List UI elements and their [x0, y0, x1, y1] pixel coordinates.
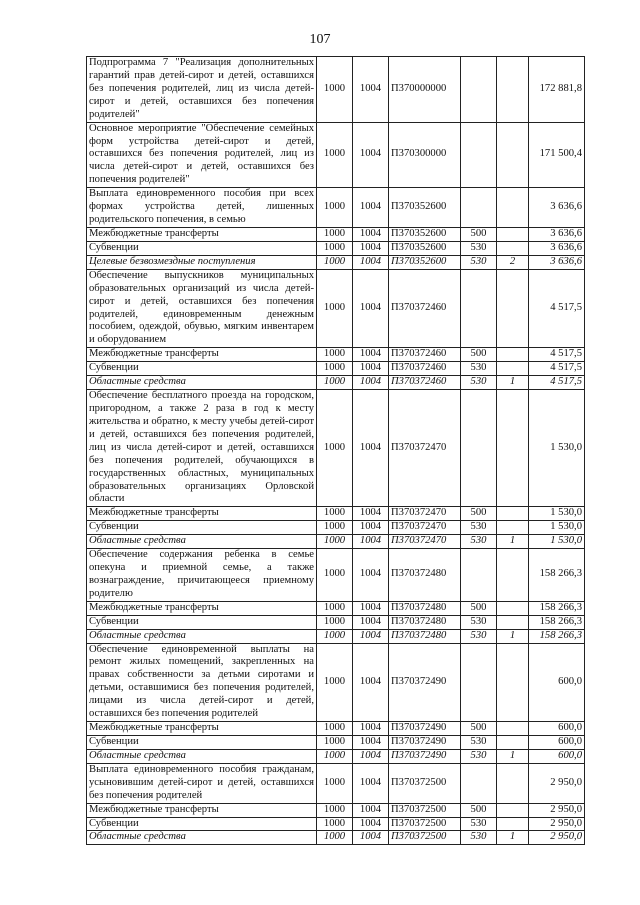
row-name: Подпрограмма 7 "Реализация дополнительных гарантий прав детей-сирот и детей, оставшихся без попечения родителей, лиц из числа детей-сирот и детей, оставшихся без попечения родителей"	[87, 57, 317, 123]
table-row	[87, 831, 585, 845]
section-code: 1000	[317, 390, 353, 507]
subsection-code: 1004	[353, 817, 389, 831]
target-article-code: П370372470	[389, 507, 461, 521]
funding-source-code	[497, 601, 529, 615]
funding-source-code	[497, 549, 529, 602]
target-article-code: П370372490	[389, 643, 461, 722]
section-code: 1000	[317, 736, 353, 750]
row-name: Обеспечение выпускников муниципальных образовательных организаций из числа детей-сирот и детей, оставшихся без попечения родителей, единовременным денежным пособием, одеждой, обувью, мягким инвентарем и оборудованием	[87, 269, 317, 348]
amount-cell: 2 950,0	[529, 817, 585, 831]
section-code: 1000	[317, 348, 353, 362]
subsection-code: 1004	[353, 269, 389, 348]
row-name: Субвенции	[87, 817, 317, 831]
row-name: Субвенции	[87, 362, 317, 376]
subsection-code: 1004	[353, 241, 389, 255]
row-name: Обеспечение содержания ребенка в семье опекуна и приемной семье, а также вознаграждение, причитающееся приемному родителю	[87, 549, 317, 602]
target-article-code: П370372500	[389, 817, 461, 831]
funding-source-code	[497, 736, 529, 750]
expense-type-code: 530	[461, 831, 497, 845]
amount-cell: 600,0	[529, 643, 585, 722]
table-row	[87, 376, 585, 390]
amount-cell: 4 517,5	[529, 362, 585, 376]
table-row	[87, 615, 585, 629]
section-code: 1000	[317, 241, 353, 255]
target-article-code: П370372490	[389, 749, 461, 763]
table-row	[87, 241, 585, 255]
table-row	[87, 362, 585, 376]
funding-source-code	[497, 269, 529, 348]
target-article-code: П370372470	[389, 390, 461, 507]
expense-type-code: 500	[461, 348, 497, 362]
amount-cell: 600,0	[529, 736, 585, 750]
target-article-code: П370372480	[389, 549, 461, 602]
expense-type-code: 500	[461, 722, 497, 736]
row-name: Областные средства	[87, 629, 317, 643]
target-article-code: П370372490	[389, 722, 461, 736]
amount-cell: 172 881,8	[529, 57, 585, 123]
funding-source-code	[497, 122, 529, 188]
row-name: Межбюджетные трансферты	[87, 803, 317, 817]
row-name: Межбюджетные трансферты	[87, 507, 317, 521]
row-name: Областные средства	[87, 376, 317, 390]
target-article-code: П370352600	[389, 188, 461, 228]
amount-cell: 1 530,0	[529, 521, 585, 535]
subsection-code: 1004	[353, 643, 389, 722]
target-article-code: П370372480	[389, 601, 461, 615]
expense-type-code: 530	[461, 521, 497, 535]
table-row	[87, 722, 585, 736]
expense-type-code: 500	[461, 227, 497, 241]
target-article-code: П370352600	[389, 227, 461, 241]
funding-source-code: 1	[497, 831, 529, 845]
table-row	[87, 763, 585, 803]
amount-cell: 1 530,0	[529, 390, 585, 507]
expense-type-code: 530	[461, 362, 497, 376]
subsection-code: 1004	[353, 615, 389, 629]
subsection-code: 1004	[353, 227, 389, 241]
section-code: 1000	[317, 722, 353, 736]
funding-source-code	[497, 615, 529, 629]
subsection-code: 1004	[353, 763, 389, 803]
table-row	[87, 749, 585, 763]
budget-table-body	[87, 57, 585, 845]
funding-source-code	[497, 722, 529, 736]
expense-type-code	[461, 643, 497, 722]
expense-type-code	[461, 57, 497, 123]
amount-cell: 2 950,0	[529, 831, 585, 845]
row-name: Субвенции	[87, 241, 317, 255]
funding-source-code	[497, 507, 529, 521]
section-code: 1000	[317, 535, 353, 549]
section-code: 1000	[317, 763, 353, 803]
section-code: 1000	[317, 122, 353, 188]
subsection-code: 1004	[353, 831, 389, 845]
section-code: 1000	[317, 549, 353, 602]
row-name: Областные средства	[87, 831, 317, 845]
page-number: 107	[309, 32, 331, 47]
expense-type-code: 530	[461, 535, 497, 549]
row-name: Выплата единовременного пособия гражданам, усыновившим детей-сирот и детей, оставшихся без попечения родителей	[87, 763, 317, 803]
amount-cell: 2 950,0	[529, 803, 585, 817]
target-article-code: П370372460	[389, 376, 461, 390]
expense-type-code: 530	[461, 749, 497, 763]
amount-cell: 158 266,3	[529, 629, 585, 643]
target-article-code: П370352600	[389, 255, 461, 269]
amount-cell: 3 636,6	[529, 241, 585, 255]
amount-cell: 3 636,6	[529, 255, 585, 269]
funding-source-code	[497, 348, 529, 362]
amount-cell: 4 517,5	[529, 376, 585, 390]
section-code: 1000	[317, 227, 353, 241]
subsection-code: 1004	[353, 390, 389, 507]
amount-cell: 4 517,5	[529, 269, 585, 348]
expense-type-code	[461, 763, 497, 803]
subsection-code: 1004	[353, 629, 389, 643]
funding-source-code: 1	[497, 376, 529, 390]
amount-cell: 158 266,3	[529, 601, 585, 615]
row-name: Субвенции	[87, 615, 317, 629]
section-code: 1000	[317, 817, 353, 831]
funding-source-code	[497, 188, 529, 228]
subsection-code: 1004	[353, 521, 389, 535]
subsection-code: 1004	[353, 535, 389, 549]
table-row	[87, 817, 585, 831]
amount-cell: 171 500,4	[529, 122, 585, 188]
funding-source-code	[497, 763, 529, 803]
expense-type-code: 530	[461, 241, 497, 255]
subsection-code: 1004	[353, 188, 389, 228]
row-name: Межбюджетные трансферты	[87, 601, 317, 615]
target-article-code: П370300000	[389, 122, 461, 188]
amount-cell: 3 636,6	[529, 188, 585, 228]
funding-source-code	[497, 643, 529, 722]
expense-type-code	[461, 269, 497, 348]
expense-type-code: 530	[461, 736, 497, 750]
funding-source-code: 1	[497, 749, 529, 763]
subsection-code: 1004	[353, 601, 389, 615]
expense-type-code: 530	[461, 615, 497, 629]
row-name: Выплата единовременного пособия при всех формах устройства детей, лишенных родительского попечения, в семью	[87, 188, 317, 228]
expense-type-code: 500	[461, 803, 497, 817]
table-row	[87, 736, 585, 750]
expense-type-code: 500	[461, 507, 497, 521]
subsection-code: 1004	[353, 122, 389, 188]
budget-table	[86, 56, 585, 845]
section-code: 1000	[317, 521, 353, 535]
expense-type-code	[461, 390, 497, 507]
table-row	[87, 521, 585, 535]
table-row	[87, 269, 585, 348]
row-name: Обеспечение бесплатного проезда на городском, пригородном, а также 2 раза в год к месту жительства и обратно, к месту учебы детей-сирот и детей, оставшихся без попечения родителей, лиц из числа детей-сирот и детей, оставшихся без попечения родителей, обучающихся в государственных областных, муниципальных образовательных организациях Орловской области	[87, 390, 317, 507]
funding-source-code	[497, 521, 529, 535]
section-code: 1000	[317, 831, 353, 845]
table-row	[87, 507, 585, 521]
row-name: Областные средства	[87, 749, 317, 763]
subsection-code: 1004	[353, 348, 389, 362]
target-article-code: П370372500	[389, 763, 461, 803]
amount-cell: 3 636,6	[529, 227, 585, 241]
funding-source-code: 1	[497, 629, 529, 643]
amount-cell: 2 950,0	[529, 763, 585, 803]
expense-type-code: 500	[461, 601, 497, 615]
amount-cell: 600,0	[529, 749, 585, 763]
table-row	[87, 535, 585, 549]
funding-source-code	[497, 362, 529, 376]
table-row	[87, 549, 585, 602]
funding-source-code	[497, 227, 529, 241]
expense-type-code	[461, 188, 497, 228]
row-name: Субвенции	[87, 521, 317, 535]
row-name: Субвенции	[87, 736, 317, 750]
section-code: 1000	[317, 57, 353, 123]
subsection-code: 1004	[353, 362, 389, 376]
section-code: 1000	[317, 749, 353, 763]
target-article-code: П370372500	[389, 803, 461, 817]
expense-type-code: 530	[461, 817, 497, 831]
section-code: 1000	[317, 615, 353, 629]
amount-cell: 1 530,0	[529, 535, 585, 549]
target-article-code: П370372460	[389, 362, 461, 376]
table-row	[87, 227, 585, 241]
subsection-code: 1004	[353, 57, 389, 123]
subsection-code: 1004	[353, 722, 389, 736]
target-article-code: П370372470	[389, 521, 461, 535]
row-name: Межбюджетные трансферты	[87, 348, 317, 362]
table-row	[87, 643, 585, 722]
expense-type-code: 530	[461, 376, 497, 390]
amount-cell: 158 266,3	[529, 549, 585, 602]
funding-source-code	[497, 241, 529, 255]
target-article-code: П370000000	[389, 57, 461, 123]
amount-cell: 4 517,5	[529, 348, 585, 362]
subsection-code: 1004	[353, 749, 389, 763]
expense-type-code: 530	[461, 629, 497, 643]
expense-type-code	[461, 549, 497, 602]
amount-cell: 600,0	[529, 722, 585, 736]
section-code: 1000	[317, 629, 353, 643]
subsection-code: 1004	[353, 376, 389, 390]
subsection-code: 1004	[353, 803, 389, 817]
target-article-code: П370372460	[389, 269, 461, 348]
target-article-code: П370372490	[389, 736, 461, 750]
funding-source-code	[497, 390, 529, 507]
section-code: 1000	[317, 601, 353, 615]
section-code: 1000	[317, 507, 353, 521]
table-row	[87, 803, 585, 817]
section-code: 1000	[317, 376, 353, 390]
target-article-code: П370372480	[389, 615, 461, 629]
table-row	[87, 255, 585, 269]
table-row	[87, 348, 585, 362]
funding-source-code: 1	[497, 535, 529, 549]
amount-cell: 1 530,0	[529, 507, 585, 521]
row-name: Межбюджетные трансферты	[87, 722, 317, 736]
section-code: 1000	[317, 803, 353, 817]
row-name: Целевые безвозмездные поступления	[87, 255, 317, 269]
section-code: 1000	[317, 643, 353, 722]
expense-type-code: 530	[461, 255, 497, 269]
table-row	[87, 601, 585, 615]
section-code: 1000	[317, 188, 353, 228]
amount-cell: 158 266,3	[529, 615, 585, 629]
funding-source-code: 2	[497, 255, 529, 269]
row-name: Основное мероприятие "Обеспечение семейных форм устройства детей-сирот и детей, оставшихся без попечения родителей, лиц из числа детей-сирот и детей, оставшихся без попечения родителей"	[87, 122, 317, 188]
target-article-code: П370372500	[389, 831, 461, 845]
section-code: 1000	[317, 255, 353, 269]
row-name: Межбюджетные трансферты	[87, 227, 317, 241]
target-article-code: П370352600	[389, 241, 461, 255]
table-row	[87, 188, 585, 228]
table-row	[87, 57, 585, 123]
expense-type-code	[461, 122, 497, 188]
table-row	[87, 122, 585, 188]
funding-source-code	[497, 57, 529, 123]
subsection-code: 1004	[353, 255, 389, 269]
table-row	[87, 629, 585, 643]
table-row	[87, 390, 585, 507]
subsection-code: 1004	[353, 736, 389, 750]
subsection-code: 1004	[353, 507, 389, 521]
subsection-code: 1004	[353, 549, 389, 602]
funding-source-code	[497, 803, 529, 817]
row-name: Областные средства	[87, 535, 317, 549]
target-article-code: П370372460	[389, 348, 461, 362]
target-article-code: П370372470	[389, 535, 461, 549]
funding-source-code	[497, 817, 529, 831]
row-name: Обеспечение единовременной выплаты на ремонт жилых помещений, закрепленных на правах собственности за детьми сиротами и детьми, оставшимися без попечения родителей, лицами из числа детей-сирот и детей, оставшихся без попечения родителей	[87, 643, 317, 722]
section-code: 1000	[317, 362, 353, 376]
target-article-code: П370372480	[389, 629, 461, 643]
section-code: 1000	[317, 269, 353, 348]
